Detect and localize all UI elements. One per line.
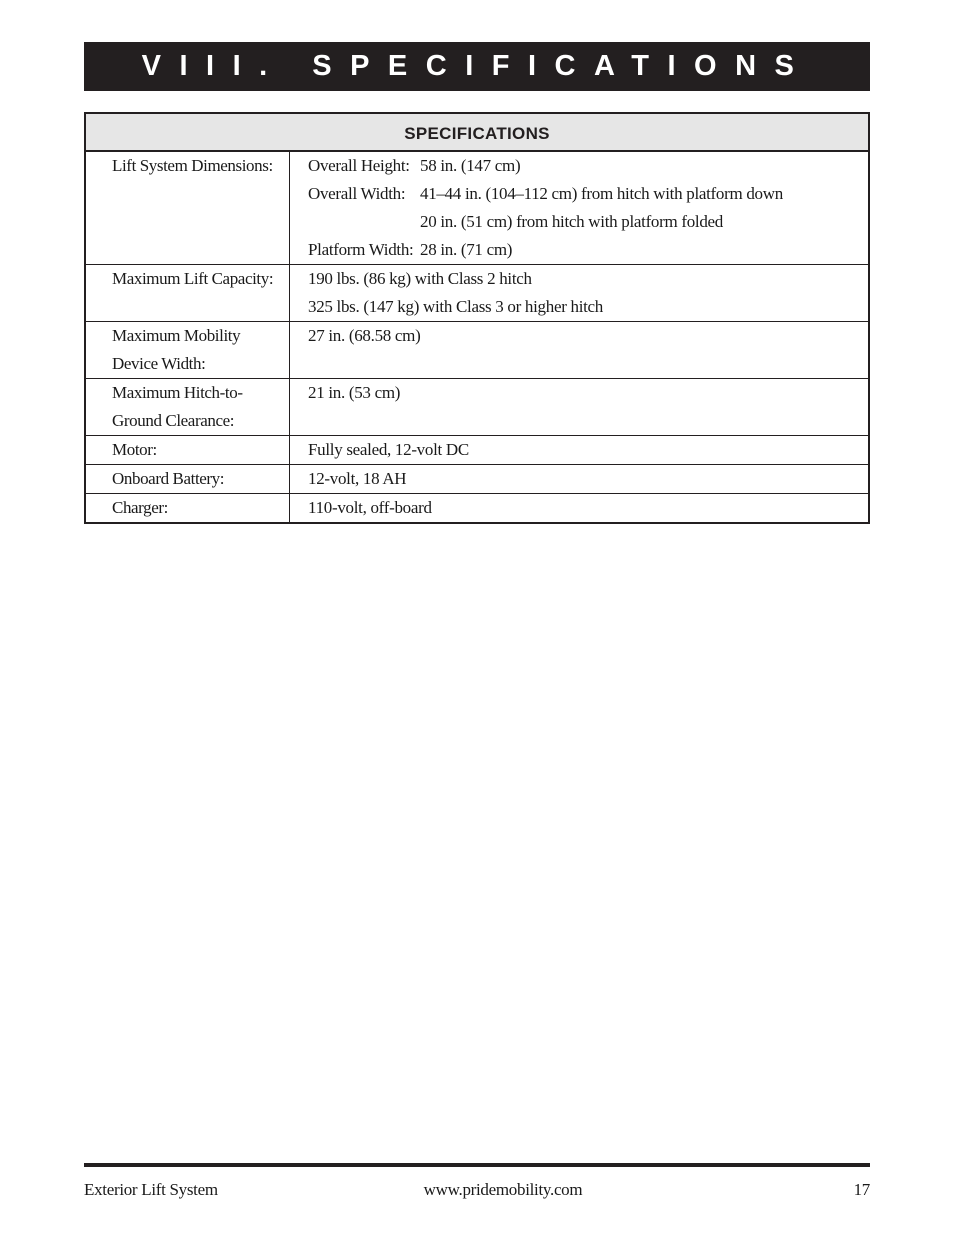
- row-mobility-width: [86, 322, 868, 379]
- lift-dimensions-label: Lift System Dimensions:: [112, 156, 273, 175]
- charger-label: Charger:: [112, 498, 168, 517]
- row-label: [86, 494, 290, 522]
- overall-height-line: [308, 152, 868, 180]
- specifications-table: [84, 112, 870, 524]
- battery-label: Onboard Battery:: [112, 469, 225, 488]
- lift-capacity-label: Maximum Lift Capacity:: [112, 269, 274, 288]
- platform-width-value: 28 in. (71 cm): [420, 240, 513, 259]
- lift-capacity-value-1: 190 lbs. (86 kg) with Class 2 hitch: [308, 269, 532, 288]
- motor-label: Motor:: [112, 440, 157, 459]
- row-charger: [86, 494, 868, 522]
- platform-width-key: Platform Width:: [308, 240, 414, 259]
- row-lift-capacity: [86, 265, 868, 322]
- row-hitch-clearance: [86, 379, 868, 436]
- row-label: [86, 152, 290, 264]
- table-heading: SPECIFICATIONS: [86, 114, 868, 152]
- row-value: [290, 322, 868, 378]
- lift-capacity-value-2: 325 lbs. (147 kg) with Class 3 or higher hitch: [308, 297, 604, 316]
- hitch-clearance-value: 21 in. (53 cm): [308, 383, 401, 402]
- overall-width-value-2: 20 in. (51 cm) from hitch with platform folded: [420, 212, 723, 231]
- row-value: [290, 152, 868, 264]
- mobility-width-label-2: Device Width:: [112, 354, 206, 373]
- battery-value: 12-volt, 18 AH: [308, 469, 407, 488]
- mobility-width-value: 27 in. (68.58 cm): [308, 326, 421, 345]
- row-label: [86, 322, 290, 378]
- row-value: [290, 265, 868, 321]
- mobility-width-label-1: Maximum Mobility: [112, 326, 241, 345]
- hitch-clearance-label-2: Ground Clearance:: [112, 411, 235, 430]
- section-title: VIII. SPECIFICATIONS: [84, 42, 870, 91]
- row-value: [290, 379, 868, 435]
- charger-value: 110-volt, off-board: [308, 498, 432, 517]
- row-label: [86, 465, 290, 493]
- row-label: [86, 265, 290, 321]
- row-label: [86, 379, 290, 435]
- overall-width-value-1: 41–44 in. (104–112 cm) from hitch with platform down: [420, 184, 783, 203]
- row-battery: [86, 465, 868, 494]
- overall-width-line: [308, 180, 868, 208]
- row-label: [86, 436, 290, 464]
- motor-value: Fully sealed, 12-volt DC: [308, 440, 469, 459]
- row-motor: [86, 436, 868, 465]
- row-value: [290, 494, 868, 522]
- spacer: [308, 208, 420, 236]
- page-number: 17: [853, 1180, 870, 1199]
- platform-width-line: [308, 236, 868, 264]
- overall-width-key: Overall Width:: [308, 184, 406, 203]
- footer-document-title: Exterior Lift System: [84, 1180, 218, 1199]
- hitch-clearance-label-1: Maximum Hitch-to-: [112, 383, 243, 402]
- overall-height-value: 58 in. (147 cm): [420, 156, 521, 175]
- row-value: [290, 436, 868, 464]
- row-lift-dimensions: [86, 152, 868, 265]
- footer-divider: [84, 1163, 870, 1167]
- overall-width-line-2: [308, 208, 868, 236]
- overall-height-key: Overall Height:: [308, 156, 410, 175]
- row-value: [290, 465, 868, 493]
- footer-website: www.pridemobility.com: [423, 1180, 583, 1199]
